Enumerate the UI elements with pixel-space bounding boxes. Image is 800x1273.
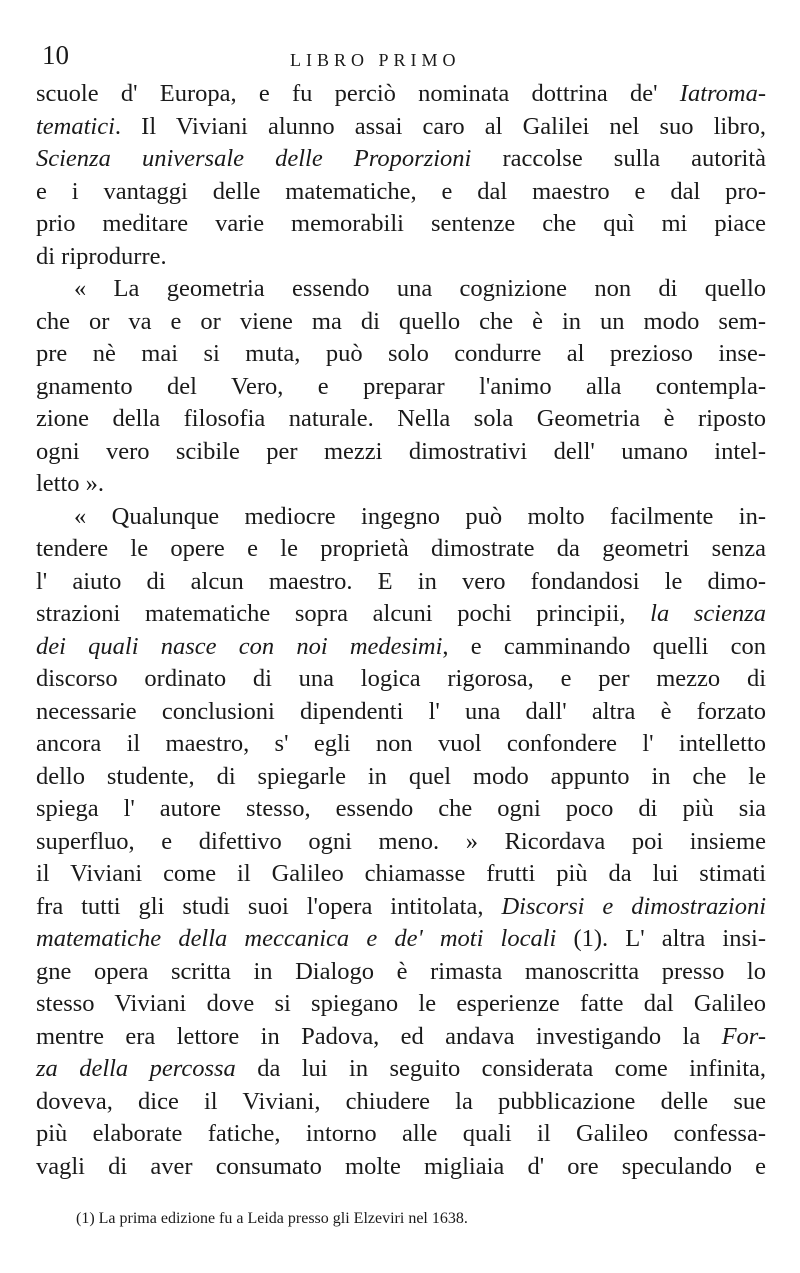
text-run: spiega l' autore stesso, essendo che ogni poco di più sia [36,795,766,822]
italic-text: tematici [36,112,115,140]
text-run: di riprodurre. [36,242,167,270]
text-run: ancora il maestro, s' egli non vuol confondere l' intelletto [36,730,766,757]
text-run: e i vantaggi delle matematiche, e dal maestro e dal pro- [36,177,766,205]
text-run: letto ». [36,470,105,497]
text-run: raccolse sulla autorità [471,145,766,172]
text-run: ogni vero scibile per mezzi dimostrativi dell' umano intel- [36,437,766,465]
text-line [36,663,766,696]
text-run: che or va e or viene ma di quello che è in un modo sem- [36,307,766,335]
text-line [36,468,766,501]
text-run: da lui in seguito considerata come infinita, [235,1055,767,1082]
text-run: fra tutti gli studi suoi l'opera intitolata, [36,892,502,920]
text-line [36,728,766,761]
text-run: doveva, dice il Viviani, chiudere la pubblicazione delle sue [36,1087,766,1115]
text-run: (1). L' altra insi- [556,925,766,952]
italic-text: la scienza [650,600,767,627]
text-line [36,826,766,859]
text-run: « La geometria essendo una cognizione non di quello [74,275,766,302]
text-line [36,761,766,794]
footnote: (1) La prima edizione fu a Leida presso gli Elzeviri nel 1638. [76,1210,468,1227]
text-line [36,403,766,436]
text-run: necessarie conclusioni dipendenti l' una dall' altra è forzato [36,697,766,725]
italic-text: Discorsi e dimostrazioni [501,892,766,920]
text-line [36,1021,766,1054]
text-line [36,78,766,111]
text-line [36,1151,766,1184]
text-line [36,988,766,1021]
italic-text: matematiche della meccanica e de' moti locali [36,925,557,952]
text-run: il Viviani come il Galileo chiamasse frutti più da lui stimati [36,860,766,887]
italic-text: For- [721,1022,766,1050]
text-line [36,143,766,176]
body-text [36,78,766,1183]
text-run: , e camminando quelli con [442,632,767,660]
text-run: più elaborate fatiche, intorno alle quali il Galileo confessa- [36,1120,766,1147]
text-line [36,696,766,729]
text-run: mentre era lettore in Padova, ed andava investigando la [36,1022,722,1050]
text-line [36,273,766,306]
page-header [0,40,800,80]
text-line [36,176,766,209]
text-run: discorso ordinato di una logica rigorosa, e per mezzo di [36,665,766,692]
text-line [36,208,766,241]
text-line [36,501,766,534]
text-run: vagli di aver consumato molte migliaia d' ore speculando e [36,1152,766,1180]
text-run: scuole d' Europa, e fu perciò nominata dottrina de' [36,80,680,107]
text-line [36,533,766,566]
text-run: strazioni matematiche sopra alcuni pochi principii, [36,600,651,627]
text-run: stesso Viviani dove si spiegano le esperienze fatte dal Galileo [36,990,766,1017]
text-line [36,566,766,599]
text-line [36,923,766,956]
text-run: dello studente, di spiegarle in quel modo appunto in che le [36,762,766,790]
text-line [36,598,766,631]
text-run: gne opera scritta in Dialogo è rimasta manoscritta presso lo [36,957,766,985]
italic-text: za della percossa [36,1055,236,1082]
text-line [36,241,766,274]
text-run: pre nè mai si muta, può solo condurre al prezioso inse- [36,340,766,367]
text-line [36,338,766,371]
text-line [36,1086,766,1119]
text-line [36,891,766,924]
italic-text: Scienza universale delle Proporzioni [36,145,472,172]
text-run: zione della filosofia naturale. Nella sola Geometria è riposto [36,405,766,432]
text-line [36,111,766,144]
page-number: 10 [42,40,69,70]
text-run: l' aiuto di alcun maestro. E in vero fondandosi le dimo- [36,567,766,595]
text-run: superfluo, e difettivo ogni meno. » Ricordava poi insieme [36,827,766,855]
text-line [36,956,766,989]
italic-text: Iatroma- [679,80,766,107]
text-run: « Qualunque mediocre ingegno può molto facilmente in- [74,502,766,530]
text-line [36,371,766,404]
text-line [36,793,766,826]
text-run: gnamento del Vero, e preparar l'animo alla contempla- [36,372,766,400]
text-line [36,436,766,469]
text-line [36,306,766,339]
text-line [36,858,766,891]
text-line [36,631,766,664]
italic-text: dei quali nasce con noi medesimi [36,632,443,660]
text-run: tendere le opere e le proprietà dimostrate da geometri senza [36,535,766,562]
text-line [36,1053,766,1086]
text-run: . Il Viviani alunno assai caro al Galilei nel suo libro, [114,112,766,140]
text-run: prio meditare varie memorabili sentenze che quì mi piace [36,210,766,237]
running-head: LIBRO PRIMO [290,50,461,70]
text-line [36,1118,766,1151]
